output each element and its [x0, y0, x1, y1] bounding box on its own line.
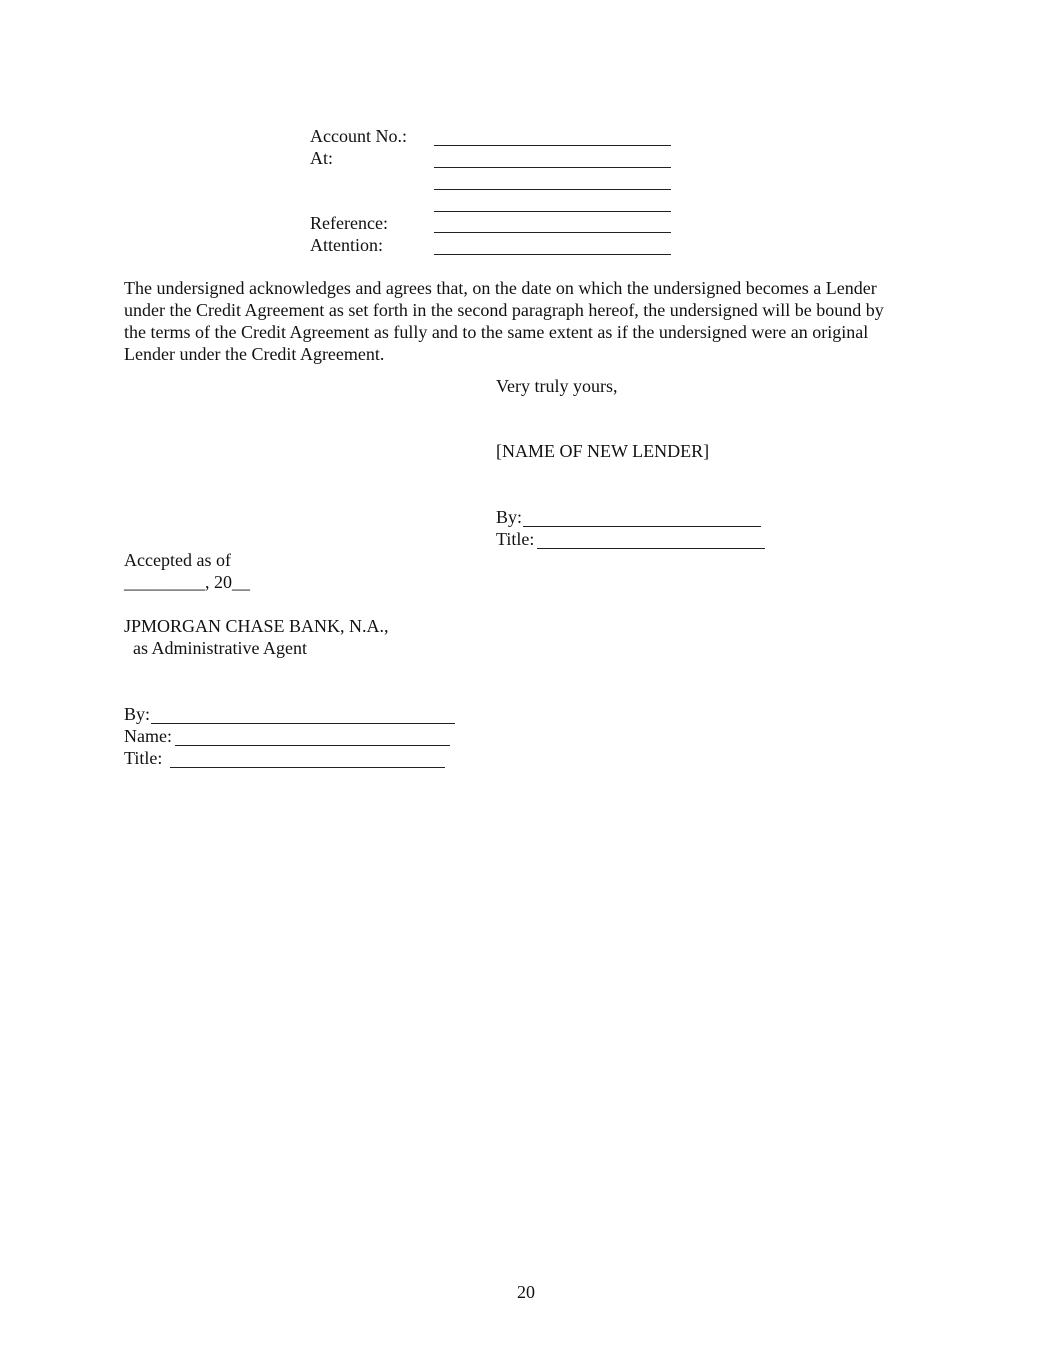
- agent-role: as Administrative Agent: [133, 638, 307, 658]
- reference-line: [434, 232, 671, 233]
- acknowledgment-line: under the Credit Agreement as set forth in the second paragraph hereof, the undersigned will be bound by: [124, 300, 884, 320]
- agent-title-label: Title:: [124, 748, 163, 768]
- at-line-1: [434, 167, 671, 168]
- closing-text: Very truly yours,: [496, 376, 618, 396]
- acknowledgment-paragraph: [124, 277, 944, 365]
- at-line-2: [434, 189, 671, 190]
- agent-by-label: By:: [124, 704, 151, 724]
- page-number: 20: [517, 1282, 535, 1302]
- account-no-label: Account No.:: [310, 126, 407, 146]
- new-lender-by-line: [523, 526, 761, 527]
- reference-label: Reference:: [310, 213, 388, 233]
- agent-name-label: Name:: [124, 726, 172, 746]
- agent-title-line: [170, 767, 445, 768]
- agent-by-line: [151, 723, 455, 724]
- accepted-as-of-label: Accepted as of: [124, 550, 231, 570]
- new-lender-by-label: By:: [496, 507, 523, 527]
- at-line-3: [434, 211, 671, 212]
- attention-label: Attention:: [310, 235, 383, 255]
- account-no-line: [434, 145, 671, 146]
- new-lender-title-line: [537, 548, 765, 549]
- attention-line: [434, 254, 671, 255]
- at-label: At:: [310, 148, 334, 168]
- new-lender-name-placeholder: [NAME OF NEW LENDER]: [496, 441, 710, 461]
- acknowledgment-line: The undersigned acknowledges and agrees that, on the date on which the undersigned becomes a Lender: [124, 278, 877, 298]
- agent-bank-name: JPMORGAN CHASE BANK, N.A.,: [124, 616, 389, 636]
- acknowledgment-line: Lender under the Credit Agreement.: [124, 344, 385, 364]
- agent-name-line: [175, 745, 450, 746]
- acceptance-date-blank: _________, 20__: [124, 572, 250, 592]
- acknowledgment-line: the terms of the Credit Agreement as fully and to the same extent as if the undersigned were an original: [124, 322, 869, 342]
- new-lender-title-label: Title:: [496, 529, 535, 549]
